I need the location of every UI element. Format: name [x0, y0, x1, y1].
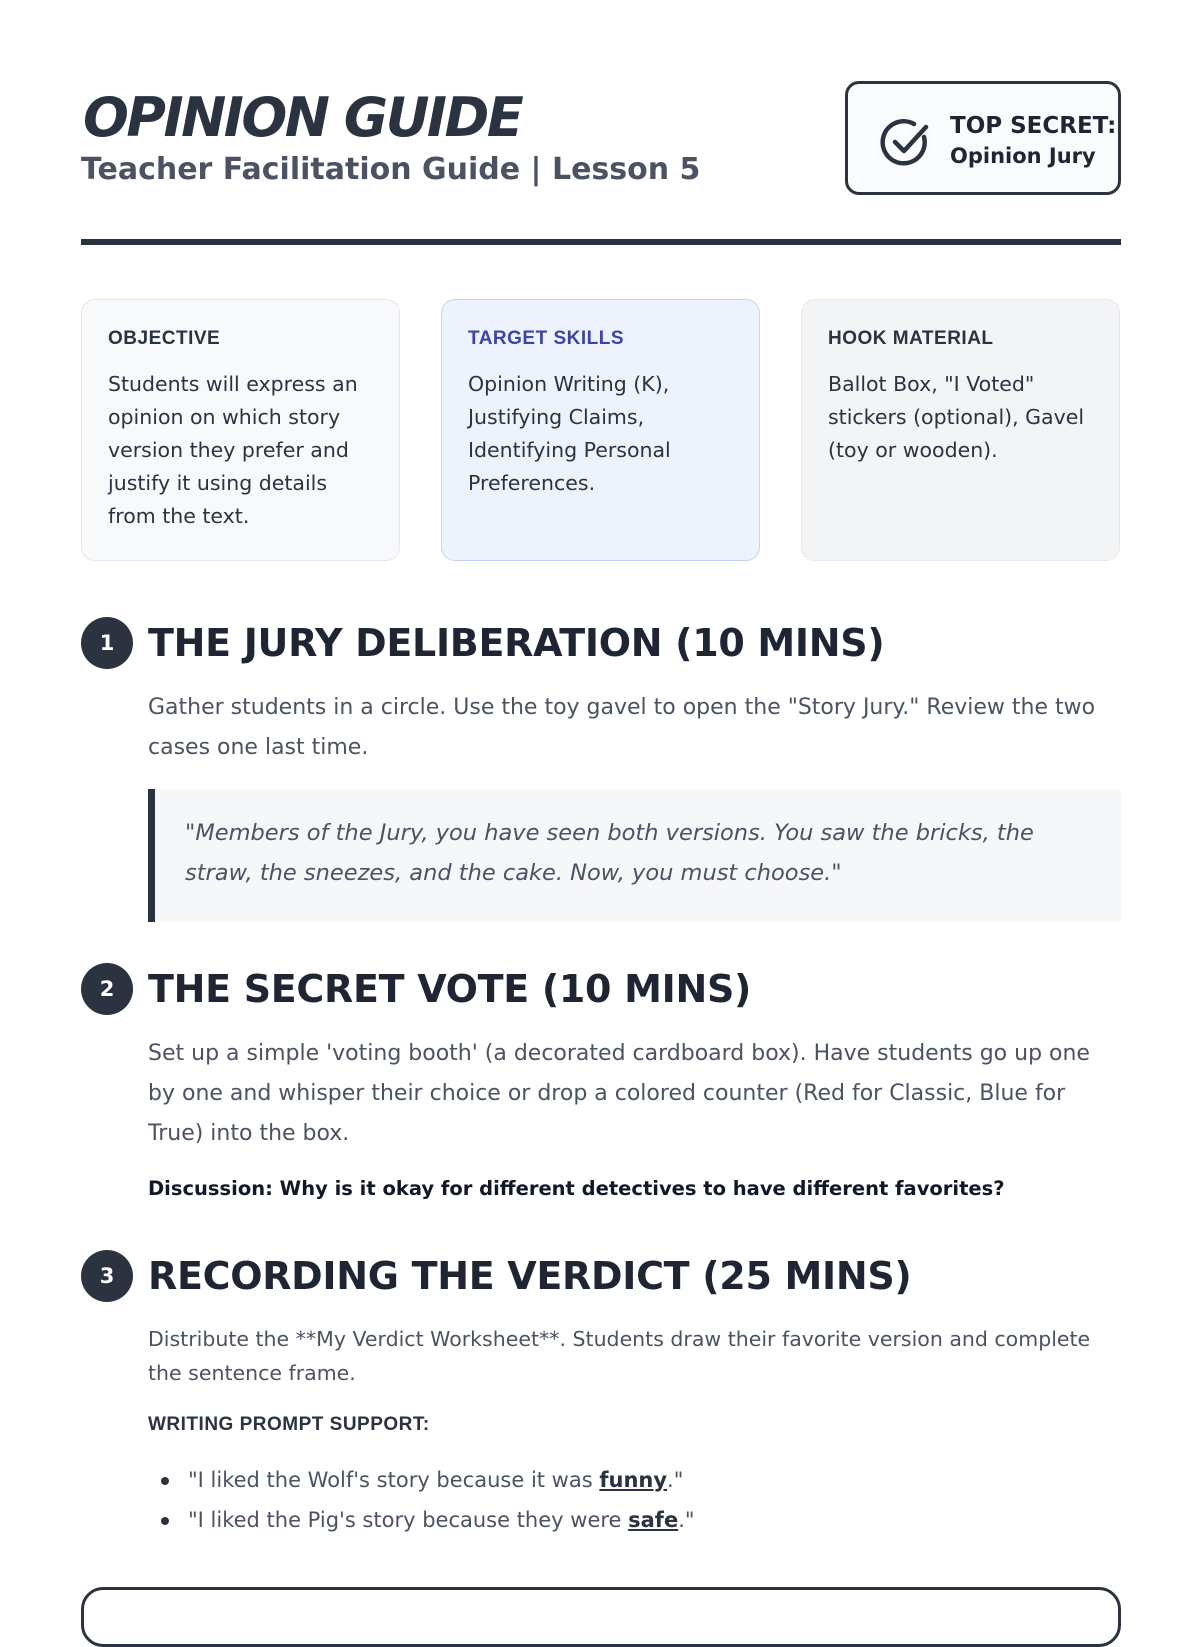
facilitation-guide-page: [81, 0, 1121, 1532]
step-title: THE SECRET VOTE (10 MINS): [148, 967, 752, 1011]
header: [81, 0, 1121, 245]
step-text: Set up a simple 'voting booth' (a decorated cardboard box). Have students go up one by one and whisper their choice or drop a colored counter (Red for Classic, Blue for True) into the box.: [148, 1041, 1090, 1146]
target-skills-card: [441, 299, 760, 561]
step-title: RECORDING THE VERDICT (25 MINS): [148, 1254, 912, 1298]
writing-prompt-label: WRITING PROMPT SUPPORT:: [148, 1414, 430, 1435]
step-text: Distribute the **My Verdict Worksheet**. Students draw their favorite version and complete the sentence frame.: [148, 1327, 1091, 1385]
writing-prompt-list: [148, 1460, 695, 1540]
emphasized-word: safe: [628, 1508, 679, 1532]
card-label: OBJECTIVE: [108, 328, 221, 349]
next-section-box: [81, 1587, 1121, 1647]
badge-text: [950, 111, 1116, 171]
info-cards: [81, 299, 1121, 561]
step-number-badge: 3: [81, 1250, 133, 1302]
emphasized-word: funny: [599, 1468, 668, 1492]
step-number-badge: 1: [81, 617, 133, 669]
list-item: "I liked the Wolf's story because it was funny.": [148, 1460, 695, 1500]
hook-material-card: [801, 299, 1120, 561]
header-divider: [81, 239, 1121, 245]
step-text: Gather students in a circle. Use the toy gavel to open the "Story Jury." Review the two cases one last time.: [148, 695, 1096, 760]
quote-text: "Members of the Jury, you have seen both versions. You saw the bricks, the straw, the sneezes, and the cake. Now, you must choose.": [185, 820, 1034, 886]
card-text: Ballot Box, "I Voted" stickers (optional), Gavel (toy or wooden).: [828, 372, 1085, 462]
page-title: OPINION GUIDE: [83, 86, 522, 149]
page-subtitle: Teacher Facilitation Guide | Lesson 5: [81, 152, 701, 187]
script-quote: [148, 789, 1121, 922]
step-number-badge: 2: [81, 963, 133, 1015]
list-item: "I liked the Pig's story because they were safe.": [148, 1500, 695, 1540]
card-label: TARGET SKILLS: [468, 328, 625, 349]
objective-card: [81, 299, 400, 561]
check-circle-icon: [878, 115, 932, 169]
card-text: Students will express an opinion on which story version they prefer and justify it using details from the text.: [108, 372, 358, 528]
top-secret-badge: [845, 81, 1121, 195]
badge-line-2: Opinion Jury: [950, 144, 1096, 168]
badge-line-1: TOP SECRET:: [950, 113, 1117, 139]
card-text: Opinion Writing (K), Justifying Claims, Identifying Personal Preferences.: [468, 372, 671, 495]
card-label: HOOK MATERIAL: [828, 328, 994, 349]
discussion-question: Discussion: Why is it okay for different detectives to have different favorites?: [148, 1177, 1005, 1200]
step-title: THE JURY DELIBERATION (10 MINS): [148, 621, 885, 665]
